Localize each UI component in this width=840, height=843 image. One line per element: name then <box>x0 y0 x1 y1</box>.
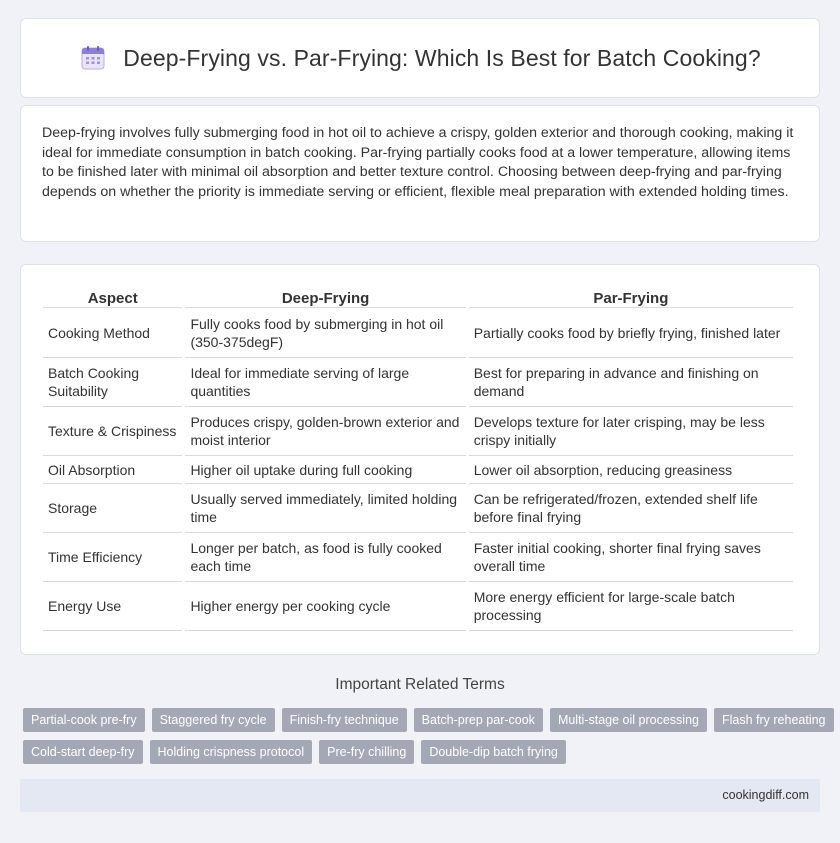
aspect-cell: Cooking Method <box>43 308 182 358</box>
par-frying-cell: More energy efficient for large-scale batch processing <box>469 582 793 631</box>
footer <box>20 779 820 812</box>
par-frying-cell: Partially cooks food by briefly frying, finished later <box>469 308 793 358</box>
tag[interactable]: Staggered fry cycle <box>152 708 275 732</box>
table-row <box>43 484 793 533</box>
calendar-icon <box>79 44 107 72</box>
deep-frying-cell: Higher energy per cooking cycle <box>185 582 465 631</box>
aspect-cell: Texture & Crispiness <box>43 407 182 456</box>
tag[interactable]: Holding crispness protocol <box>150 740 313 764</box>
tag[interactable]: Multi-stage oil processing <box>550 708 707 732</box>
deep-frying-cell: Usually served immediately, limited holding time <box>185 484 465 533</box>
aspect-cell: Storage <box>43 484 182 533</box>
table-header-row <box>43 287 793 308</box>
aspect-cell: Energy Use <box>43 582 182 631</box>
intro-card <box>20 105 820 242</box>
title-wrap <box>79 44 760 72</box>
deep-frying-cell: Produces crispy, golden-brown exterior and moist interior <box>185 407 465 456</box>
tag-row-1 <box>23 708 826 732</box>
title-card <box>20 18 820 98</box>
par-frying-cell: Best for preparing in advance and finishing on demand <box>469 358 793 407</box>
page-title: Deep-Frying vs. Par-Frying: Which Is Best for Batch Cooking? <box>123 44 761 71</box>
tag[interactable]: Finish-fry technique <box>282 708 407 732</box>
par-frying-cell: Lower oil absorption, reducing greasiness <box>469 456 793 484</box>
aspect-cell: Batch Cooking Suitability <box>43 358 182 407</box>
tag[interactable]: Pre-fry chilling <box>319 740 414 764</box>
table-row <box>43 308 793 358</box>
par-frying-cell: Develops texture for later crisping, may be less crispy initially <box>469 407 793 456</box>
related-tags <box>23 708 826 772</box>
comparison-table <box>40 287 796 631</box>
table-row <box>43 582 793 631</box>
tag[interactable]: Batch-prep par-cook <box>414 708 543 732</box>
tag[interactable]: Cold-start deep-fry <box>23 740 143 764</box>
tag[interactable]: Double-dip batch frying <box>421 740 566 764</box>
par-frying-cell: Can be refrigerated/frozen, extended shelf life before final frying <box>469 484 793 533</box>
comparison-card <box>20 264 820 655</box>
aspect-cell: Oil Absorption <box>43 456 182 484</box>
tag-row-2 <box>23 740 823 764</box>
related-terms-heading: Important Related Terms <box>335 676 505 693</box>
tag[interactable]: Flash fry reheating <box>714 708 834 732</box>
table-row <box>43 407 793 456</box>
table-row <box>43 533 793 582</box>
intro-paragraph: Deep-frying involves fully submerging food in hot oil to achieve a crispy, golden exterior and thorough cooking, making it ideal for immediate consumption in batch cooking. Par-frying partially cooks food at a lower temperature, allowing items to be finished later with minimal oil absorption and better texture control. Choosing between deep-frying and par-frying depends on whether the priority is immediate serving or efficient, flexible meal preparation with extended holding times. <box>42 125 794 200</box>
deep-frying-cell: Longer per batch, as food is fully cooked each time <box>185 533 465 582</box>
par-frying-cell: Faster initial cooking, shorter final frying saves overall time <box>469 533 793 582</box>
deep-frying-cell: Ideal for immediate serving of large quantities <box>185 358 465 407</box>
table-row <box>43 358 793 407</box>
deep-frying-cell: Fully cooks food by submerging in hot oil (350-375degF) <box>185 308 465 358</box>
footer-site-link[interactable]: cookingdiff.com <box>722 788 809 802</box>
deep-frying-cell: Higher oil uptake during full cooking <box>185 456 465 484</box>
aspect-cell: Time Efficiency <box>43 533 182 582</box>
table-row <box>43 456 793 484</box>
tag[interactable]: Partial-cook pre-fry <box>23 708 145 732</box>
header-deep-frying: Deep-Frying <box>185 287 465 308</box>
header-aspect: Aspect <box>43 287 182 308</box>
header-par-frying: Par-Frying <box>469 287 793 308</box>
